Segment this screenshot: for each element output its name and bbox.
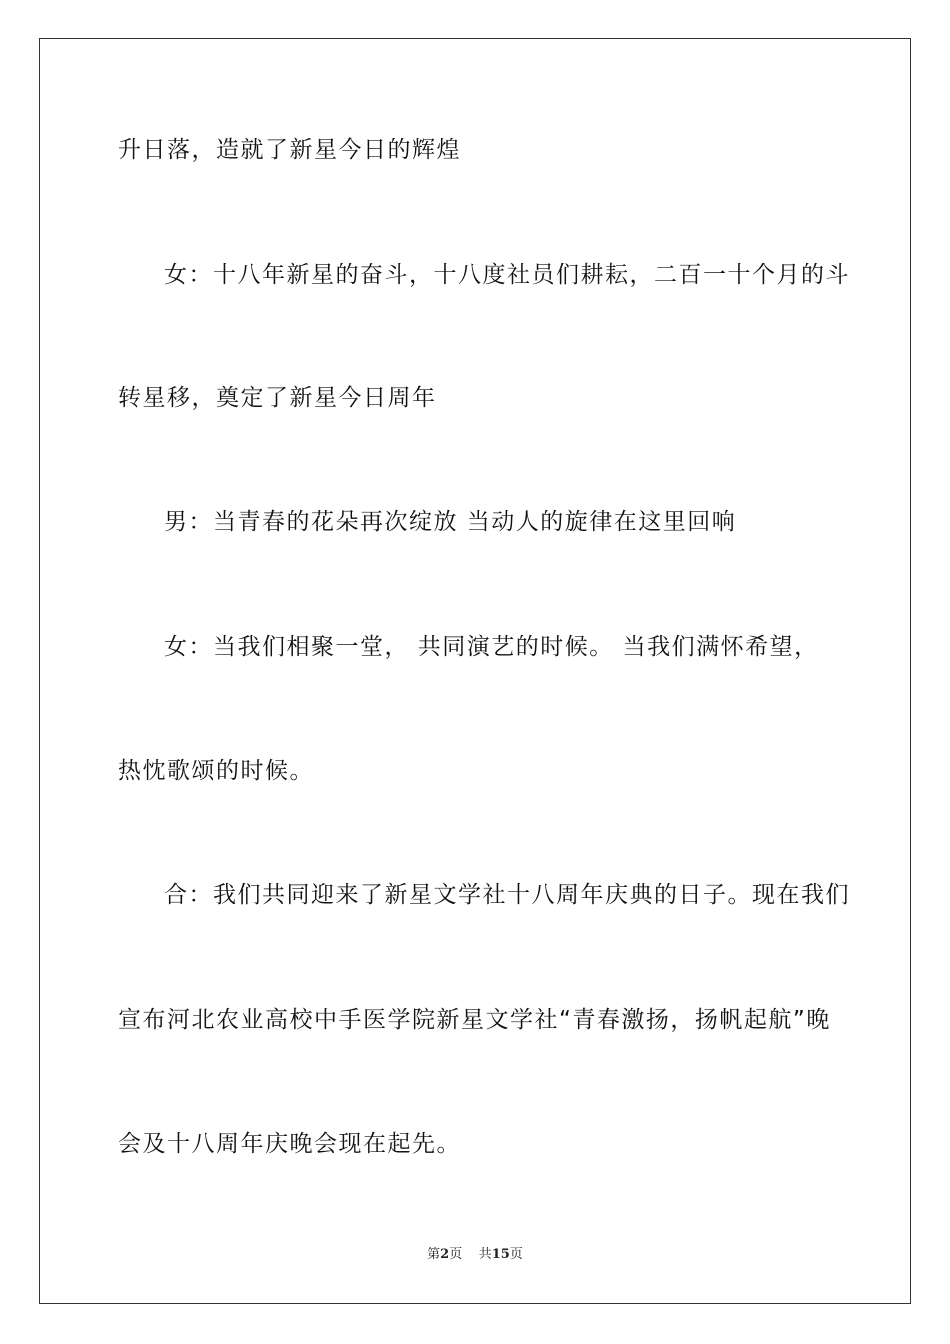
text-line-9: 会及十八周年庆晚会现在起先。 (118, 1131, 461, 1157)
page-border (39, 38, 911, 1304)
text-line-4: 男：当青春的花朵再次绽放 当动人的旋律在这里回响 (164, 509, 737, 535)
text-line-5: 女：当我们相聚一堂， 共同演艺的时候。 当我们满怀希望， (164, 634, 819, 660)
footer-page-prefix: 第 (427, 1247, 441, 1262)
footer-page-suffix: 页 (449, 1247, 463, 1262)
footer-page-total: 15 (491, 1247, 510, 1262)
text-line-6: 热忱歌颂的时候。 (118, 758, 314, 784)
text-line-8: 宣布河北农业高校中手医学院新星文学社“青春激扬，扬帆起航”晚 (118, 1007, 831, 1033)
text-line-7: 合：我们共同迎来了新星文学社十八周年庆典的日子。现在我们 (164, 882, 850, 908)
footer-total-prefix: 共 (478, 1247, 492, 1262)
text-line-1: 升日落，造就了新星今日的辉煌 (118, 137, 461, 163)
footer-page-current: 2 (440, 1247, 450, 1262)
footer-total-suffix: 页 (509, 1247, 523, 1262)
page-footer (0, 1246, 950, 1264)
text-line-3: 转星移，奠定了新星今日周年 (118, 385, 437, 411)
text-line-2: 女：十八年新星的奋斗，十八度社员们耕耘，二百一十个月的斗 (164, 262, 850, 288)
